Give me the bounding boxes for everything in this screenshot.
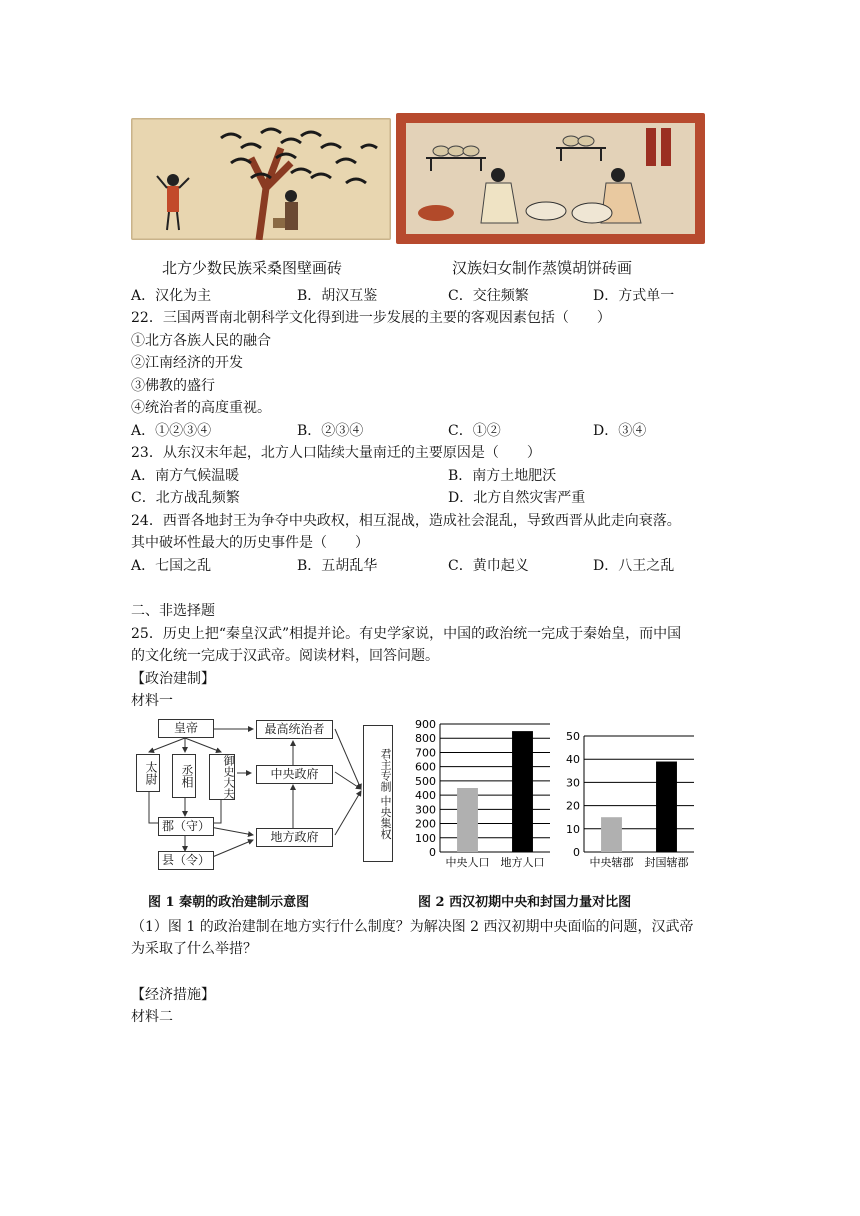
- heading-economic: 【经济措施】: [131, 987, 215, 1003]
- chart-population: [410, 716, 555, 876]
- jun-box: 郡（守）: [158, 817, 214, 836]
- figure-2-caption: 图 2 西汉初期中央和封国力量对比图: [418, 895, 632, 910]
- q23-option-d: D．北方自然灾害严重: [448, 490, 586, 506]
- y-tick-label: 300: [415, 803, 436, 817]
- q22-item-2: ②江南经济的开发: [131, 355, 243, 371]
- y-tick-label: 700: [415, 746, 436, 760]
- y-tick-label: 600: [415, 760, 436, 774]
- bar-地方人口: [512, 731, 533, 852]
- material-2-label: 材料二: [131, 1009, 173, 1025]
- q24-stem-line1: 24．西晋各地封王为争夺中央政权，相互混战，造成社会混乱，导致西晋从此走向衰落。: [131, 513, 681, 529]
- q21-option-b: B．胡汉互鉴: [297, 288, 378, 304]
- local-govt-box: 地方政府: [256, 828, 333, 847]
- q24-option-b: B．五胡乱华: [297, 558, 378, 574]
- q22-item-1: ①北方各族人民的融合: [131, 333, 271, 349]
- q23-option-b: B．南方土地肥沃: [448, 468, 557, 484]
- chengxiang-box: 丞相: [172, 754, 196, 798]
- q23-stem: 23．从东汉末年起，北方人口陆续大量南迁的主要原因是（ ）: [131, 445, 541, 461]
- q24-option-c: C．黄巾起义: [448, 558, 529, 574]
- q22-item-3: ③佛教的盛行: [131, 378, 215, 394]
- y-tick-label: 40: [566, 753, 580, 767]
- q23-option-a: A．南方气候温暖: [131, 468, 240, 484]
- left-image-caption: 北方少数民族采桑图壁画砖: [162, 259, 343, 277]
- x-tick-label: 封国辖郡: [644, 856, 689, 869]
- y-tick-label: 0: [573, 846, 580, 859]
- emperor-box: 皇帝: [158, 719, 214, 738]
- q25-stem-line1: 25．历史上把“秦皇汉武”相提并论。有史学家说，中国的政治统一完成于秦始皇，而中国: [131, 626, 682, 642]
- q24-option-d: D．八王之乱: [593, 558, 675, 574]
- chart-commanderies: [562, 726, 702, 876]
- bar-中央辖郡: [601, 817, 622, 852]
- y-tick-label: 800: [415, 732, 436, 746]
- xian-box: 县（令）: [158, 851, 214, 870]
- q24-option-a: A．七国之乱: [131, 558, 212, 574]
- heading-political: 【政治建制】: [131, 671, 215, 687]
- q21-option-c: C．交往频繁: [448, 288, 529, 304]
- x-tick-label: 地方人口: [500, 856, 545, 869]
- q22-item-4: ④统治者的高度重视。: [131, 400, 271, 416]
- central-govt-box: 中央政府: [256, 765, 333, 784]
- q25-stem-line2: 的文化统一完成于汉武帝。阅读材料，回答问题。: [131, 648, 439, 664]
- y-tick-label: 0: [429, 846, 436, 859]
- q22-option-d: D．③④: [593, 423, 647, 439]
- y-tick-label: 500: [415, 774, 436, 788]
- qin-political-diagram: [125, 715, 400, 875]
- supreme-ruler-box: 最高统治者: [256, 720, 333, 739]
- q21-option-d: D．方式单一: [593, 288, 675, 304]
- y-tick-label: 20: [566, 799, 580, 813]
- mural-mulberry-picking: [131, 118, 391, 240]
- y-tick-label: 900: [415, 718, 436, 731]
- q25-1-line2: 为采取了什么举措？: [131, 941, 257, 957]
- q21-option-a: A．汉化为主: [131, 288, 212, 304]
- y-tick-label: 100: [415, 831, 436, 845]
- figure-1-caption: 图 1 秦朝的政治建制示意图: [148, 895, 310, 910]
- bar-中央人口: [457, 788, 478, 852]
- y-tick-label: 400: [415, 789, 436, 803]
- mural-making-buns: [396, 113, 705, 244]
- q22-stem: 22．三国两晋南北朝科学文化得到进一步发展的主要的客观因素包括（ ）: [131, 310, 611, 326]
- system-box: 君主专制 中央集权: [363, 725, 393, 862]
- q22-option-a: A．①②③④: [131, 423, 212, 439]
- q22-option-c: C．①②: [448, 423, 501, 439]
- y-tick-label: 30: [566, 776, 580, 790]
- bar-封国辖郡: [656, 762, 677, 852]
- yushi-box: 御史大夫: [209, 754, 235, 800]
- material-1-label: 材料一: [131, 693, 173, 709]
- x-tick-label: 中央辖郡: [589, 856, 634, 869]
- q23-option-c: C．北方战乱频繁: [131, 490, 240, 506]
- y-tick-label: 10: [566, 822, 580, 836]
- q25-1-line1: （1）图 1 的政治建制在地方实行什么制度？为解决图 2 西汉初期中央面临的问题，汉武帝: [131, 919, 694, 935]
- y-tick-label: 200: [415, 817, 436, 831]
- taiwei-box: 太尉: [136, 754, 160, 792]
- y-tick-label: 50: [566, 730, 580, 743]
- q24-stem-line2: 其中破坏性最大的历史事件是（ ）: [131, 535, 369, 551]
- x-tick-label: 中央人口: [445, 856, 490, 869]
- q22-option-b: B．②③④: [297, 423, 364, 439]
- section-2-title: 二、非选择题: [131, 603, 215, 619]
- right-image-caption: 汉族妇女制作蒸馍胡饼砖画: [452, 259, 633, 277]
